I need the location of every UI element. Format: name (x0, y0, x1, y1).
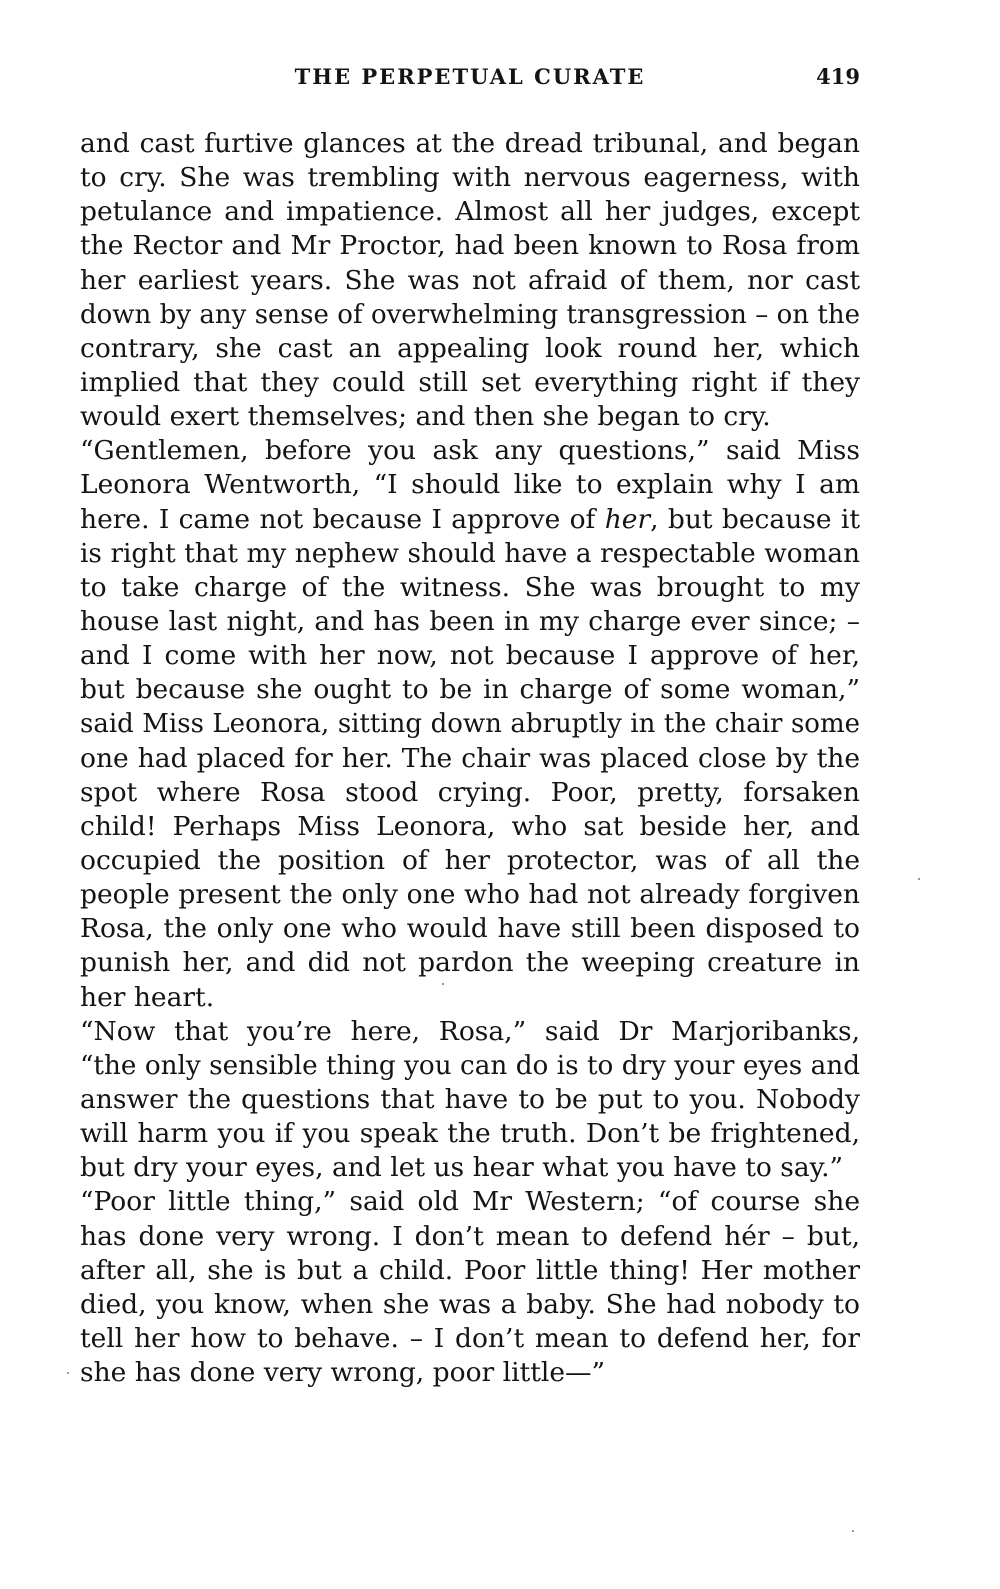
page-number: 419 (816, 64, 860, 89)
running-title: THE PERPETUAL CURATE (294, 64, 646, 89)
text-line: tell her how to behave. – I don’t mean to defend her, for (80, 1322, 860, 1354)
text-line: child! Perhaps Miss Leonora, who sat beside her, and (80, 810, 860, 842)
text-line: spot where Rosa stood crying. Poor, pretty, forsaken (80, 776, 860, 808)
text-line: she has done very wrong, poor little—” (80, 1357, 606, 1389)
text-line: her earliest years. She was not afraid of them, nor cast (80, 264, 860, 296)
text-line: Rosa, the only one who would have still been disposed to (80, 913, 860, 945)
text-line: and I come with her now, not because I approve of her, (80, 640, 860, 672)
text-line: is right that my nephew should have a respectable woman (80, 538, 860, 569)
text-line: house last night, and has been in my charge ever since; – (80, 605, 860, 637)
text-line: contrary, she cast an appealing look round her, which (80, 332, 860, 364)
text-line: down by any sense of overwhelming transgression – on the (80, 299, 860, 330)
text-line: one had placed for her. The chair was placed close by the (80, 742, 860, 774)
text-line: and cast furtive glances at the dread tribunal, and began (80, 128, 860, 159)
body-text (80, 127, 860, 1390)
text-line: to cry. She was trembling with nervous eagerness, with (80, 162, 860, 194)
text-line: petulance and impatience. Almost all her judges, except (80, 196, 860, 228)
print-speck (852, 1530, 854, 1532)
text-line: would exert themselves; and then she began to cry. (80, 401, 771, 433)
running-head (80, 62, 860, 92)
text-line: will harm you if you speak the truth. Don’t be frightened, (80, 1118, 860, 1150)
text-line: here. I came not because I approve of her, but because it (80, 503, 860, 535)
text-line: “Now that you’re here, Rosa,” said Dr Marjoribanks, (80, 1015, 860, 1047)
text-line: after all, she is but a child. Poor little thing! Her mother (80, 1254, 860, 1286)
text-line: to take charge of the witness. She was brought to my (80, 571, 860, 603)
text-line: “the only sensible thing you can do is to dry your eyes and (80, 1050, 860, 1081)
text-line: occupied the position of her protector, was of all the (80, 844, 860, 876)
print-speck (67, 1372, 69, 1374)
text-line: answer the questions that have to be put to you. Nobody (80, 1083, 860, 1115)
text-line: “Gentlemen, before you ask any questions,” said Miss (80, 435, 860, 467)
text-line: but because she ought to be in charge of some woman,” (80, 674, 860, 706)
text-line: “Poor little thing,” said old Mr Western; “of course she (80, 1186, 860, 1218)
text-line: has done very wrong. I don’t mean to defend hér – but, (80, 1220, 860, 1252)
text-line: punish her, and did not pardon the weeping creature in (80, 947, 860, 979)
text-line: but dry your eyes, and let us hear what you have to say.” (80, 1152, 844, 1184)
text-line: the Rector and Mr Proctor, had been known to Rosa from (80, 230, 860, 262)
print-speck (442, 983, 444, 985)
text-line: implied that they could still set everything right if they (80, 366, 860, 398)
text-line: people present the only one who had not already forgiven (80, 879, 860, 911)
text-line: Leonora Wentworth, “I should like to explain why I am (80, 469, 860, 501)
text-line: her heart. (80, 981, 215, 1013)
print-speck (918, 878, 920, 880)
text-line: died, you know, when she was a baby. She had nobody to (80, 1288, 860, 1320)
text-line: said Miss Leonora, sitting down abruptly in the chair some (80, 709, 860, 740)
